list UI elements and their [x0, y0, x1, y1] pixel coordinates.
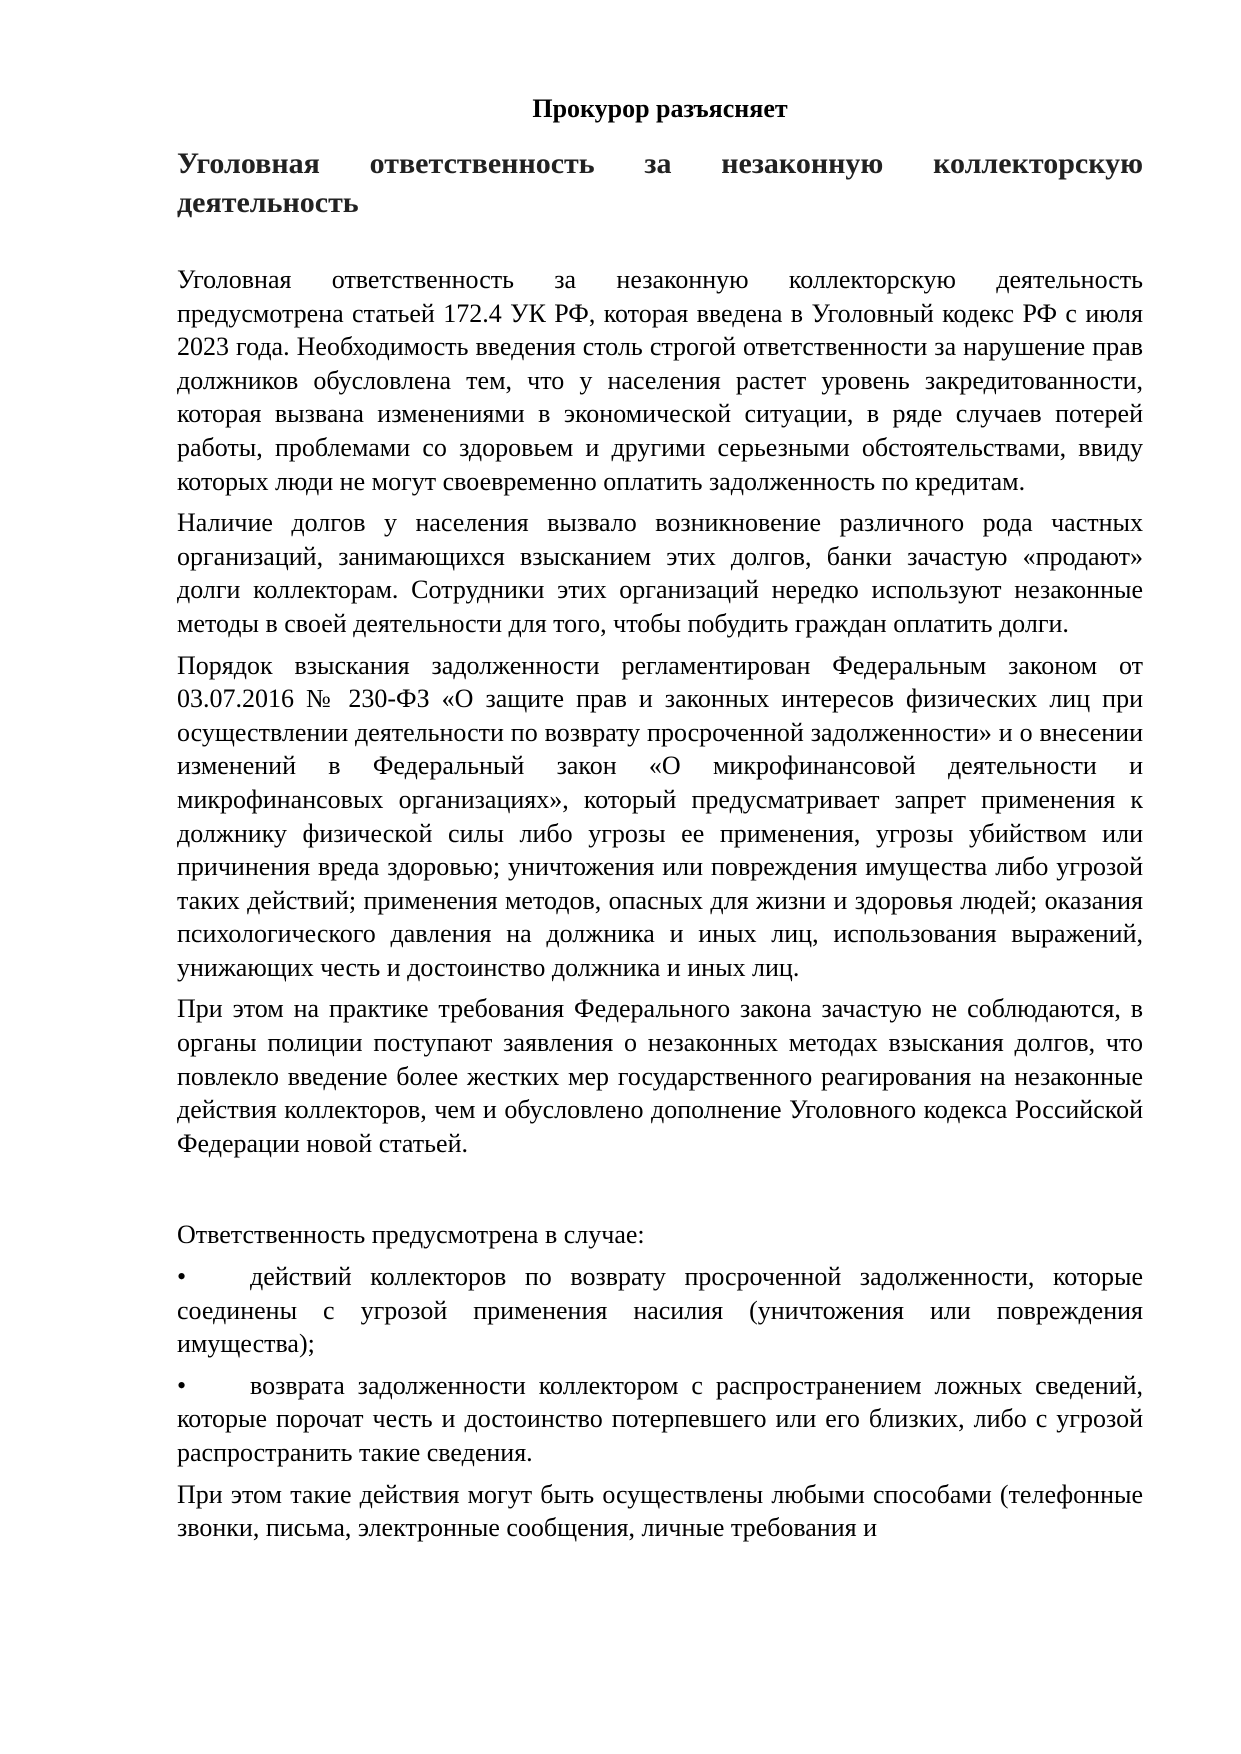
list-item: • действий коллекторов по возврату просроченной задолженности, которые соединены с угрозой применения насилия (уничтожения или повреждения имущества);: [177, 1260, 1143, 1361]
list-item: • возврата задолженности коллектором с распространением ложных сведений, которые порочат честь и достоинство потерпевшего или его близких, либо с угрозой распространить такие сведения.: [177, 1369, 1143, 1470]
paragraph-debts: Наличие долгов у населения вызвало возникновение различного рода частных организаций, занимающихся взысканием этих долгов, банки зачастую «продают» долги коллекторам. Сотрудники этих организаций нередко используют незаконные методы в своей деятельности для того, чтобы побудить граждан оплатить долги.: [177, 508, 1143, 638]
section-kicker: Прокурор разъясняет: [532, 94, 788, 123]
document-title: Уголовная ответственность за незаконную коллекторскую деятельность: [177, 147, 1143, 219]
paragraph-law: Порядок взыскания задолженности регламентирован Федеральным законом от 03.07.2016 № 230-ФЗ «О защите прав и законных интересов физических лиц при осуществлении деятельности по возврату просроченной задолженности» и о внесении изменений в Федеральный закон «О микрофинансовой деятельности и микрофинансовых организациях», который предусматривает запрет применения к должнику физической силы либо угрозы ее применения, угрозы убийством или причинения вреда здоровью; уничтожения или повреждения имущества либо угрозой таких действий; применения методов, опасных для жизни и здоровья людей; оказания психологического давления на должника и иных лиц, использования выражений, унижающих честь и достоинство должника и иных лиц.: [177, 650, 1143, 982]
paragraph-closing: При этом такие действия могут быть осуществлены любыми способами (телефонные звонки, письма, электронные сообщения, личные требования и: [177, 1479, 1143, 1543]
list-item-text: действий коллекторов по возврату просроченной задолженности, которые соединены с угрозой применения насилия (уничтожения или повреждения имущества);: [177, 1262, 1143, 1359]
paragraph-intro: Уголовная ответственность за незаконную коллекторскую деятельность предусмотрена статьей 172.4 УК РФ, которая введена в Уголовный кодекс РФ с июля 2023 года. Необходимость введения столь строгой ответственности за нарушение прав должников обусловлена тем, что у населения растет уровень закредитованности, которая вызвана изменениями в экономической ситуации, в ряде случаев потерей работы, проблемами со здоровьем и другими серьезными обстоятельствами, ввиду которых люди не могут своевременно оплатить задолженность по кредитам.: [177, 265, 1143, 496]
list-item-text: возврата задолженности коллектором с распространением ложных сведений, которые порочат честь и достоинство потерпевшего или его близких, либо с угрозой распространить такие сведения.: [177, 1370, 1143, 1467]
document-body: [177, 263, 1143, 1553]
list-intro: Ответственность предусмотрена в случае:: [177, 1220, 645, 1250]
paragraph-practice: При этом на практике требования Федерального закона зачастую не соблюдаются, в органы полиции поступают заявления о незаконных методах взыскания долгов, что повлекло введение более жестких мер государственного реагирования на незаконные действия коллекторов, чем и обусловлено дополнение Уголовного кодекса Российской Федерации новой статьей.: [177, 994, 1143, 1158]
